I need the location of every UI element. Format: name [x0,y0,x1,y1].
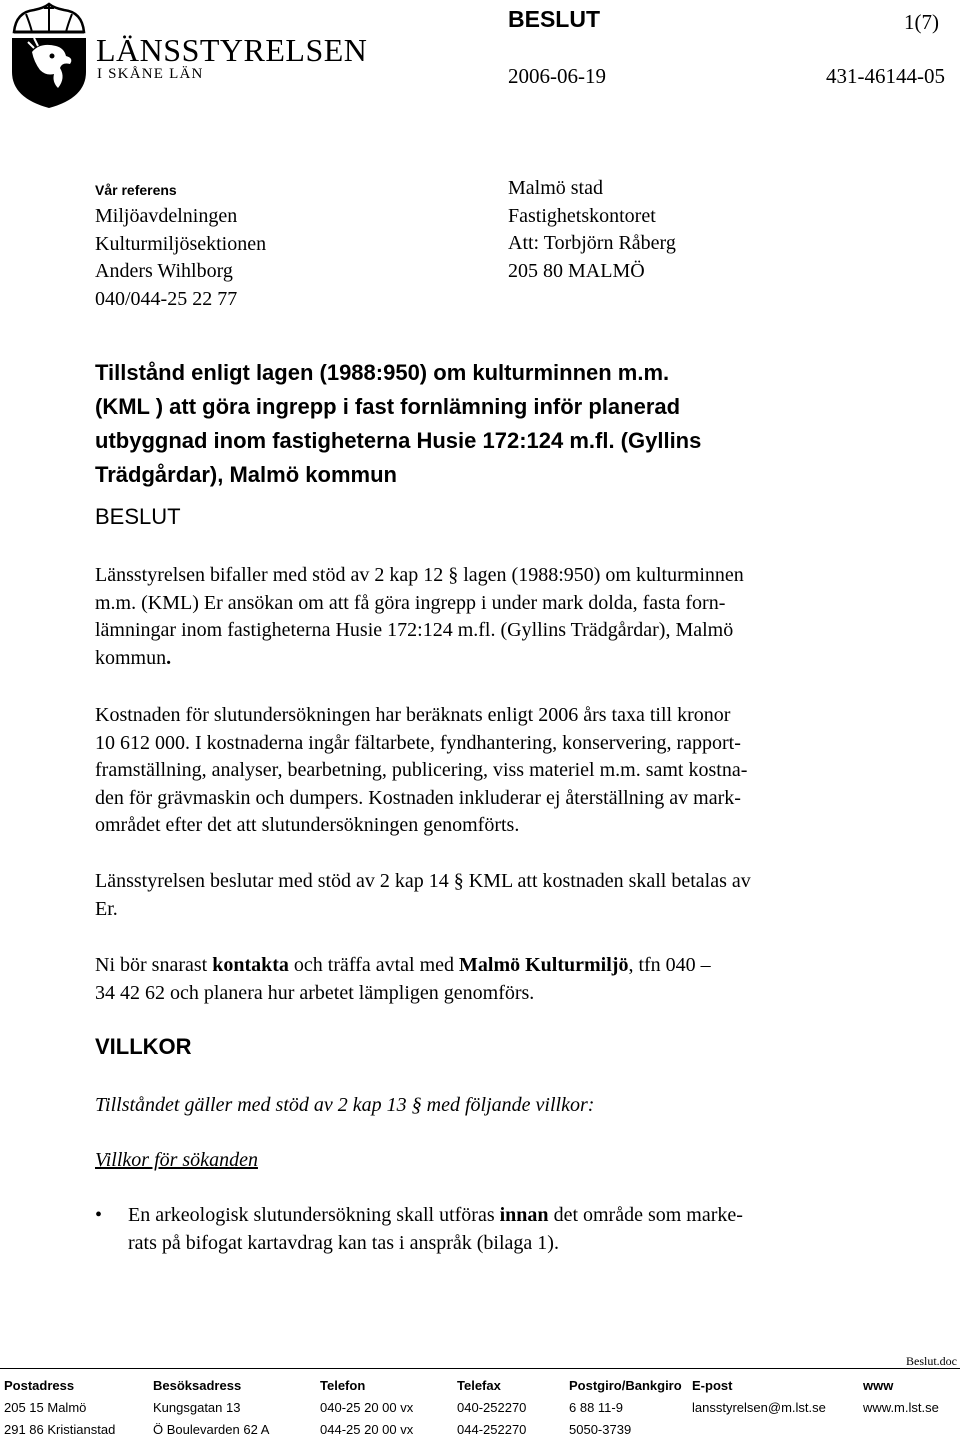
footer-cell: 040-25 20 00 vx [320,1400,414,1415]
text-fragment: kommun [95,646,167,669]
recipient-address [508,175,676,285]
footer-header: www [863,1378,894,1393]
text-fragment: En arkeologisk slutundersökning skall utföras [128,1204,500,1226]
conditions-intro: Tillståndet gäller med stöd av 2 kap 13 § med följande villkor: [95,1094,595,1116]
footer-cell: 044-252270 [457,1422,527,1437]
payment-paragraph [95,868,820,923]
footer-header: Telefon [320,1378,366,1393]
title-line: utbyggnad inom fastigheterna Husie 172:124 m.fl. (Gyllins [95,428,702,453]
text-fragment: det område som marke- [548,1204,743,1226]
conditions-subheading: Villkor för sökanden [95,1149,258,1171]
footer-header: Telefax [457,1378,501,1393]
footer-header: Postgiro/Bankgiro [569,1378,682,1393]
footer-cell: 044-25 20 00 vx [320,1422,414,1437]
footer-email-link[interactable]: lansstyrelsen@m.lst.se [692,1400,826,1415]
text-line: framställning, analyser, bearbetning, publicering, viss materiel m.m. samt kostna- [95,759,748,781]
recipient-line: Att: Torbjörn Råberg [508,232,676,254]
text-line: 10 612 000. I kostnaderna ingår fältarbete, fyndhantering, konservering, rapport- [95,731,741,754]
footer-divider [0,1368,960,1369]
text-fragment: kontakta [212,954,289,976]
text-fragment: Malmö Kulturmiljö [459,954,629,976]
recipient-line: 205 80 MALMÖ [508,259,645,282]
text-line: lämningar inom fastigheterna Husie 172:124 m.fl. (Gyllins Trädgårdar), Malmö [95,619,734,641]
footer-cell: Kungsgatan 13 [153,1400,241,1415]
decision-heading: BESLUT [95,504,181,529]
document-reference-number: 431-46144-05 [826,64,945,88]
document-title [95,356,885,492]
bullet-icon: • [95,1204,103,1226]
footer-header: E-post [692,1378,733,1393]
text-fragment: , tfn 040 – [628,954,711,976]
decision-paragraph [95,562,820,672]
text-line [95,645,820,673]
reference-phone: 040/044-25 22 77 [95,287,238,310]
reference-department: Miljöavdelningen [95,205,238,227]
footer-cell: 040-252270 [457,1400,527,1415]
text-fragment: Ni bör snarast [95,954,213,976]
title-line: Trädgårdar), Malmö kommun [95,462,397,487]
footer-header: Postadress [4,1378,75,1393]
text-line: området efter det att slutundersökningen genomförts. [95,814,520,836]
recipient-line: Malmö stad [508,177,603,199]
footer-website-link[interactable]: www.m.lst.se [863,1400,939,1415]
coat-of-arms-icon [4,2,94,110]
cost-paragraph [95,702,820,840]
text-line: rats på bifogat kartavdrag kan tas i anspråk (bilaga 1). [128,1231,559,1254]
footer-cell: Ö Boulevarden 62 A [153,1422,270,1437]
contact-paragraph [95,952,820,1007]
text-line: Länsstyrelsen beslutar med stöd av 2 kap 14 § KML att kostnaden skall betalas av [95,870,751,892]
title-line: (KML ) att göra ingrepp i fast fornlämning inför planerad [95,394,681,419]
document-date: 2006-06-19 [508,64,606,88]
page-number: 1(7) [904,10,939,34]
text-fragment: innan [499,1204,549,1226]
text-line [128,1202,828,1230]
footer-cell: 5050-3739 [569,1422,632,1437]
org-name: LÄNSSTYRELSEN [96,32,368,68]
recipient-line: Fastighetskontoret [508,204,656,227]
condition-item [128,1202,828,1257]
footer-filename: Beslut.doc [906,1354,957,1368]
reference-person: Anders Wihlborg [95,260,233,282]
text-line: Er. [95,897,118,920]
title-line: Tillstånd enligt lagen (1988:950) om kulturminnen m.m. [95,360,670,385]
text-fragment: . [166,646,172,669]
reference-section: Kulturmiljösektionen [95,232,267,255]
text-fragment: och träffa avtal med [288,954,460,976]
text-line [95,952,820,980]
text-line: 34 42 62 och planera hur arbetet lämpligen genomförs. [95,981,535,1004]
footer-cell: 291 86 Kristianstad [4,1422,116,1437]
footer-cell: 6 88 11-9 [569,1400,623,1415]
text-line: m.m. (KML) Er ansökan om att få göra ingrepp i under mark dolda, fasta forn- [95,591,726,614]
document-type: BESLUT [508,6,600,32]
org-subtitle: I SKÅNE LÄN [97,66,204,82]
text-line: Länsstyrelsen bifaller med stöd av 2 kap 12 § lagen (1988:950) om kulturminnen [95,564,744,586]
reference-block [95,203,266,313]
footer-header: Besöksadress [153,1378,242,1393]
footer-cell: 205 15 Malmö [4,1400,87,1415]
conditions-heading: VILLKOR [95,1034,192,1059]
text-line: den för grävmaskin och dumpers. Kostnaden inkluderar ej återställning av mark- [95,786,741,809]
text-line: Kostnaden för slutundersökningen har beräknats enligt 2006 års taxa till kronor [95,704,731,726]
reference-heading: Vår referens [95,182,177,198]
